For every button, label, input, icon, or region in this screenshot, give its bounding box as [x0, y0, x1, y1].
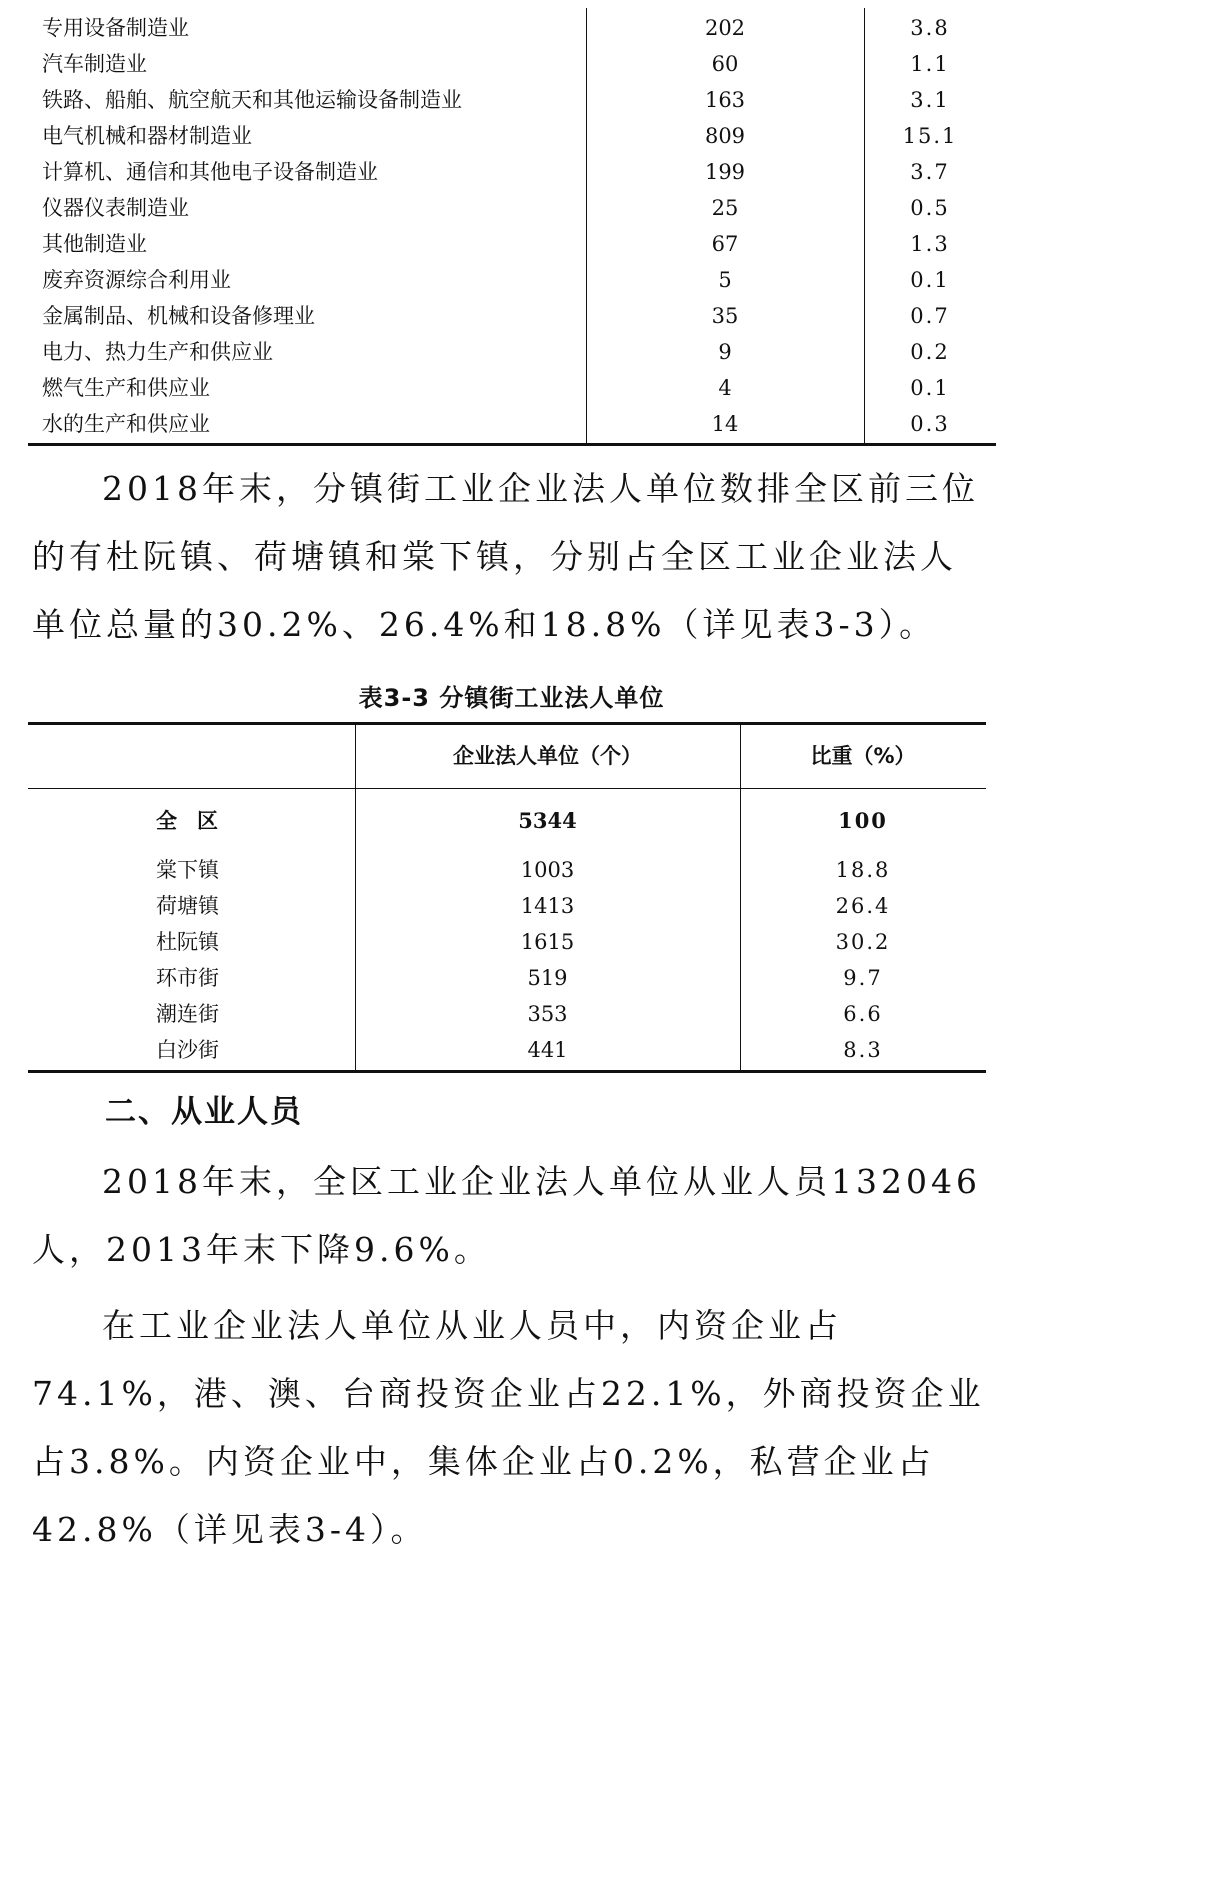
town-name: 荷塘镇 [156, 894, 219, 918]
industry-name: 电力、热力生产和供应业 [42, 340, 273, 364]
town-count: 519 [527, 966, 568, 990]
industry-pct: 3.7 [910, 160, 950, 184]
industry-count: 60 [711, 52, 739, 76]
town-name: 杜阮镇 [156, 930, 219, 954]
table-3-3-header-count: 企业法人单位（个） [453, 744, 642, 768]
industry-pct: 0.2 [910, 340, 950, 364]
table-row [28, 118, 996, 154]
town-count: 1413 [520, 894, 575, 918]
industry-name: 水的生产和供应业 [42, 412, 210, 436]
industry-count: 5 [718, 268, 732, 292]
industry-pct: 0.1 [910, 268, 950, 292]
town-pct: 8.3 [843, 1038, 883, 1062]
industry-count: 199 [704, 160, 746, 184]
table-row [28, 190, 996, 226]
industry-name: 仪器仪表制造业 [42, 196, 189, 220]
industry-name: 废弃资源综合利用业 [42, 268, 231, 292]
town-pct: 9.7 [843, 966, 883, 990]
table-row-total [28, 803, 986, 839]
industry-count: 14 [711, 412, 739, 436]
table-row [28, 960, 986, 996]
town-name: 棠下镇 [156, 858, 219, 882]
town-name: 白沙街 [156, 1038, 219, 1062]
industry-count: 4 [718, 376, 732, 400]
industry-name: 燃气生产和供应业 [42, 376, 210, 400]
table-3-3-header-pct: 比重（%） [810, 744, 916, 768]
section-heading-employees: 二、从业人员 [105, 1094, 303, 1130]
industry-pct: 0.7 [910, 304, 950, 328]
town-name: 环市街 [156, 966, 219, 990]
town-pct: 30.2 [835, 930, 891, 954]
table-row [28, 226, 996, 262]
table-row [28, 852, 986, 888]
industry-table [28, 8, 996, 446]
industry-name: 专用设备制造业 [42, 16, 189, 40]
table-row [28, 46, 996, 82]
town-count: 1003 [520, 858, 575, 882]
industry-pct: 3.1 [910, 88, 950, 112]
town-count: 5344 [518, 808, 577, 833]
table-row [28, 154, 996, 190]
table-row [28, 298, 996, 334]
table-row [28, 82, 996, 118]
industry-name: 汽车制造业 [42, 52, 147, 76]
town-pct: 6.6 [843, 1002, 883, 1026]
town-count: 1615 [520, 930, 575, 954]
industry-count: 25 [711, 196, 739, 220]
industry-count: 809 [704, 124, 746, 148]
town-name: 全区 [156, 809, 238, 833]
table-row [28, 370, 996, 406]
industry-count: 202 [704, 16, 746, 40]
industry-pct: 1.3 [910, 232, 950, 256]
industry-name: 铁路、船舶、航空航天和其他运输设备制造业 [42, 88, 462, 112]
table-row [28, 262, 996, 298]
town-name: 潮连街 [156, 1002, 219, 1026]
town-pct: 18.8 [835, 858, 891, 882]
industry-name: 计算机、通信和其他电子设备制造业 [42, 160, 378, 184]
table-3-3 [28, 722, 986, 1073]
town-pct: 26.4 [835, 894, 891, 918]
industry-count: 67 [711, 232, 739, 256]
table-row [28, 1032, 986, 1068]
paragraph-employee-breakdown: 在工业企业法人单位从业人员中，内资企业占74.1%，港、澳、台商投资企业占22.1%，外商投资企业占3.8%。内资企业中，集体企业占0.2%，私营企业占42.8%（详见表3-4）。 [32, 1306, 985, 1549]
town-count: 353 [527, 1002, 568, 1026]
industry-pct: 3.8 [910, 16, 950, 40]
industry-name: 金属制品、机械和设备修理业 [42, 304, 315, 328]
industry-count: 163 [704, 88, 746, 112]
table-3-3-title: 表3-3 分镇街工业法人单位 [358, 684, 665, 712]
table-3-3-header-rule [28, 788, 986, 789]
industry-count: 9 [718, 340, 732, 364]
industry-pct: 0.1 [910, 376, 950, 400]
table-row [28, 406, 996, 442]
town-count: 441 [527, 1038, 568, 1062]
table-row [28, 888, 986, 924]
paragraph-employee-total: 2018年末，全区工业企业法人单位从业人员132046人，2013年末下降9.6%。 [32, 1162, 981, 1269]
industry-pct: 0.5 [910, 196, 950, 220]
industry-name: 电气机械和器材制造业 [42, 124, 252, 148]
industry-pct: 1.1 [910, 52, 950, 76]
town-pct: 100 [838, 808, 888, 833]
table-row [28, 334, 996, 370]
table-row [28, 996, 986, 1032]
table-row [28, 924, 986, 960]
industry-count: 35 [711, 304, 739, 328]
industry-pct: 15.1 [902, 124, 958, 148]
paragraph-town-summary: 2018年末，分镇街工业企业法人单位数排全区前三位的有杜阮镇、荷塘镇和棠下镇，分别占全区工业企业法人单位总量的30.2%、26.4%和18.8%（详见表3-3）。 [32, 469, 979, 644]
industry-pct: 0.3 [910, 412, 950, 436]
industry-name: 其他制造业 [42, 232, 147, 256]
table-row [28, 10, 996, 46]
